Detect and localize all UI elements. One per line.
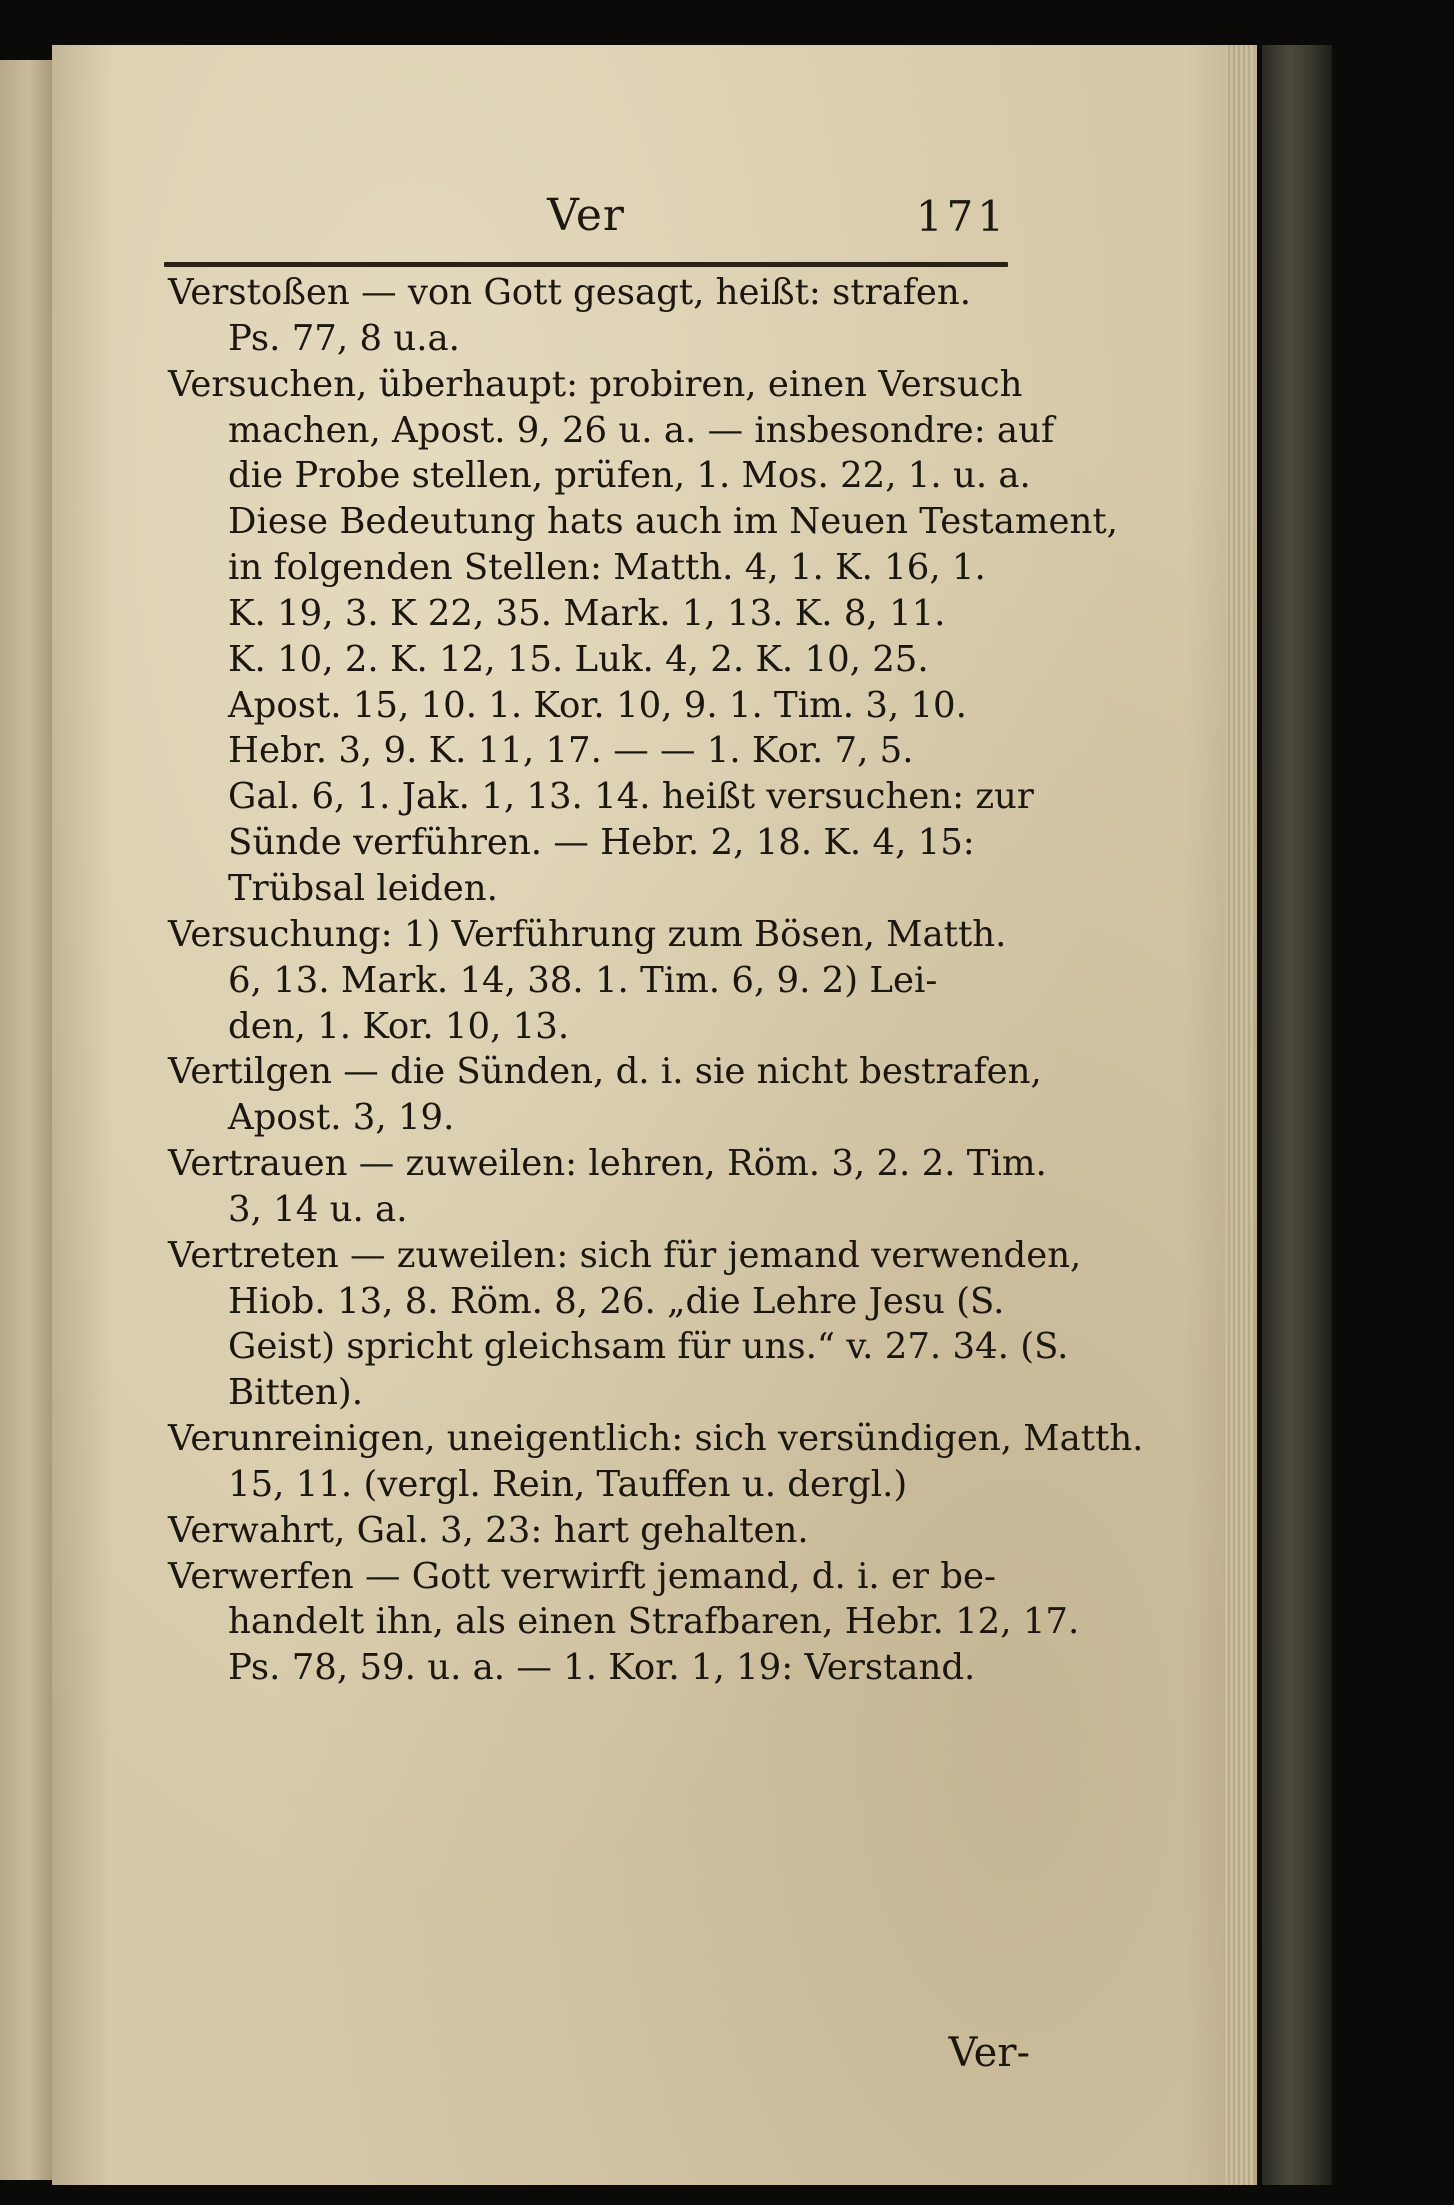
text-line: Vertreten — zuweilen: sich für jemand verwenden, xyxy=(168,1234,1082,1276)
text-line: den, 1. Kor. 10, 13. xyxy=(228,1005,570,1047)
header-rule xyxy=(164,262,1008,267)
book-cover-edge xyxy=(1262,45,1332,2185)
left-page-edge xyxy=(0,60,52,2180)
text-line: 6, 13. Mark. 14, 38. 1. Tim. 6, 9. 2) Lei- xyxy=(228,959,938,1001)
text-line: Versuchen, überhaupt: probiren, einen Versuch xyxy=(168,363,1023,405)
page-number: 171 xyxy=(915,192,1008,241)
text-line: Bitten). xyxy=(228,1372,363,1414)
text-line: Trübsal leiden. xyxy=(228,867,498,909)
text-line: machen, Apost. 9, 26 u. a. — insbesondre: auf xyxy=(228,409,1055,451)
text-line: in folgenden Stellen: Matth. 4, 1. K. 16, 1. xyxy=(228,547,986,589)
text-line: Ps. 77, 8 u.a. xyxy=(228,317,460,359)
text-line: Verwahrt, Gal. 3, 23: hart gehalten. xyxy=(168,1509,809,1551)
text-line: Verunreinigen, uneigentlich: sich versündigen, Matth. xyxy=(168,1418,1144,1460)
text-line: K. 19, 3. K 22, 35. Mark. 1, 13. K. 8, 11. xyxy=(228,592,946,634)
dictionary-text xyxy=(168,270,1144,1691)
page-stack-edge xyxy=(1225,45,1253,2185)
page-header xyxy=(164,190,1008,260)
text-line: Vertilgen — die Sünden, d. i. sie nicht bestrafen, xyxy=(168,1051,1042,1093)
running-head: Ver xyxy=(547,190,625,241)
text-line: K. 10, 2. K. 12, 15. Luk. 4, 2. K. 10, 25. xyxy=(228,638,929,680)
text-line: die Probe stellen, prüfen, 1. Mos. 22, 1. u. a. xyxy=(228,455,1031,497)
text-line: 15, 11. (vergl. Rein, Tauffen u. dergl.) xyxy=(228,1463,908,1505)
text-line: Diese Bedeutung hats auch im Neuen Testament, xyxy=(228,501,1118,543)
text-line: Geist) spricht gleichsam für uns.“ v. 27. 34. (S. xyxy=(228,1326,1069,1368)
text-line: Hiob. 13, 8. Röm. 8, 26. „die Lehre Jesu (S. xyxy=(228,1280,1005,1322)
text-line: Ps. 78, 59. u. a. — 1. Kor. 1, 19: Verstand. xyxy=(228,1647,976,1689)
text-line: Verstoßen — von Gott gesagt, heißt: strafen. xyxy=(168,272,972,313)
text-line: Gal. 6, 1. Jak. 1, 13. 14. heißt versuchen: zur xyxy=(228,776,1034,818)
text-line: Apost. 3, 19. xyxy=(228,1097,455,1139)
catchword: Ver- xyxy=(948,2030,1030,2076)
text-line: Sünde verführen. — Hebr. 2, 18. K. 4, 15: xyxy=(228,822,975,864)
text-line: Verwerfen — Gott verwirft jemand, d. i. er be- xyxy=(168,1555,996,1597)
text-line: handelt ihn, als einen Strafbaren, Hebr. 12, 17. xyxy=(228,1601,1080,1643)
text-line: Apost. 15, 10. 1. Kor. 10, 9. 1. Tim. 3, 10. xyxy=(228,684,967,726)
text-line: Vertrauen — zuweilen: lehren, Röm. 3, 2. 2. Tim. xyxy=(168,1143,1047,1185)
text-line: Hebr. 3, 9. K. 11, 17. — — 1. Kor. 7, 5. xyxy=(228,730,914,772)
text-line: 3, 14 u. a. xyxy=(228,1188,408,1230)
text-line: Versuchung: 1) Verführung zum Bösen, Matth. xyxy=(168,913,1007,955)
